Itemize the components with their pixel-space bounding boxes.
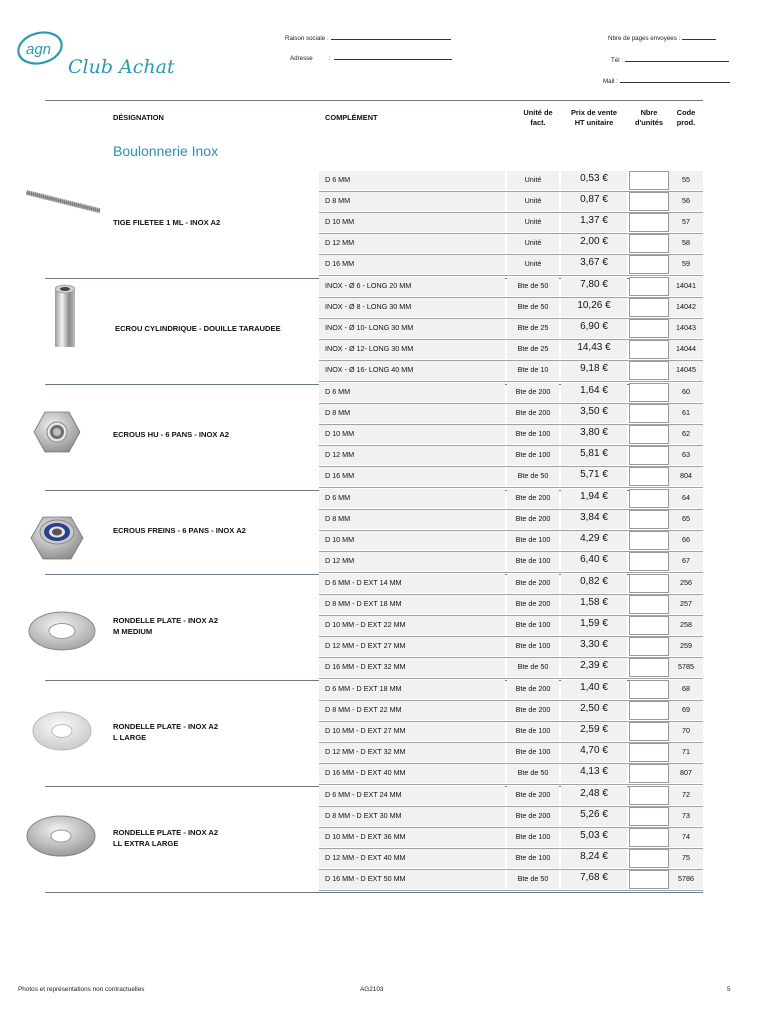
code-text: 807 bbox=[680, 768, 692, 778]
designation-line: L LARGE bbox=[113, 732, 147, 742]
col-complement: COMPLÉMENT bbox=[325, 113, 378, 122]
quantity-input[interactable] bbox=[629, 489, 669, 508]
quantity-input[interactable] bbox=[629, 764, 669, 783]
complement-text: D 10 MM bbox=[325, 217, 355, 227]
tel-field[interactable] bbox=[611, 55, 729, 64]
code-text: 66 bbox=[682, 535, 690, 545]
quantity-input[interactable] bbox=[629, 786, 669, 805]
code-text: 59 bbox=[682, 259, 690, 269]
designation-line: ECROU CYLINDRIQUE - DOUILLE TARAUDEE bbox=[115, 324, 281, 334]
complement-text: D 10 MM - D EXT 22 MM bbox=[325, 620, 406, 630]
prix-text: 4,29 € bbox=[580, 533, 608, 545]
table-row bbox=[319, 680, 703, 701]
product-designation bbox=[115, 323, 281, 334]
prix-text: 5,26 € bbox=[580, 808, 608, 820]
product-designation bbox=[113, 615, 218, 637]
table-row bbox=[319, 531, 703, 552]
footer-reference: AG2103 bbox=[360, 986, 384, 993]
complement-text: D 8 MM - D EXT 22 MM bbox=[325, 704, 402, 714]
adresse-field[interactable] bbox=[290, 53, 452, 62]
quantity-input[interactable] bbox=[629, 404, 669, 423]
unite-text: Bte de 200 bbox=[515, 704, 551, 714]
quantity-input[interactable] bbox=[629, 446, 669, 465]
unite-text: Bte de 10 bbox=[517, 365, 549, 375]
product-group bbox=[45, 383, 703, 489]
threaded-rod-image bbox=[23, 187, 103, 222]
table-row bbox=[319, 764, 703, 785]
unite-text: Bte de 200 bbox=[515, 493, 551, 502]
code-text: 65 bbox=[682, 514, 690, 524]
code-text: 63 bbox=[682, 450, 690, 460]
unite-text: Unité bbox=[524, 217, 542, 227]
adresse-colon: : bbox=[328, 55, 331, 62]
quantity-input[interactable] bbox=[629, 807, 669, 826]
brand-logo bbox=[14, 26, 204, 86]
unite-text: Bte de 50 bbox=[517, 281, 549, 290]
product-designation bbox=[113, 217, 220, 228]
code-text: 5785 bbox=[678, 662, 694, 672]
designation-line: TIGE FILETEE 1 ML - INOX A2 bbox=[113, 218, 221, 228]
complement-text: D 6 MM - D EXT 18 MM bbox=[325, 683, 402, 693]
quantity-input[interactable] bbox=[629, 870, 669, 889]
complement-text: INOX - Ø 12- LONG 30 MM bbox=[325, 344, 414, 354]
table-row bbox=[319, 807, 703, 828]
complement-text: D 16 MM - D EXT 50 MM bbox=[325, 874, 406, 884]
code-text: 258 bbox=[680, 620, 692, 630]
mail-label: Mail : bbox=[603, 78, 618, 85]
nbre-pages-label: Nbre de pages envoyées : bbox=[608, 35, 681, 42]
product-designation bbox=[113, 827, 218, 849]
prix-text: 9,18 € bbox=[580, 363, 608, 375]
raison-sociale-label: Raison sociale : bbox=[285, 35, 329, 42]
unite-text: Bte de 50 bbox=[517, 768, 549, 778]
unite-text: Bte de 100 bbox=[515, 726, 551, 736]
tel-label: Tél : bbox=[611, 57, 624, 64]
quantity-input[interactable] bbox=[629, 531, 669, 550]
row-rule bbox=[319, 890, 703, 891]
prix-text: 2,39 € bbox=[580, 660, 608, 672]
flat-washer-image bbox=[27, 610, 97, 657]
unite-text: Bte de 200 bbox=[515, 514, 551, 524]
prix-text: 2,48 € bbox=[580, 787, 608, 799]
complement-text: D 16 MM bbox=[325, 471, 355, 481]
complement-text: D 6 MM bbox=[325, 493, 351, 502]
code-text: 68 bbox=[682, 683, 690, 693]
table-row bbox=[319, 446, 703, 467]
complement-text: D 6 MM bbox=[325, 175, 351, 184]
extra-large-washer-image bbox=[25, 814, 97, 863]
quantity-input[interactable] bbox=[629, 171, 669, 190]
code-text: 58 bbox=[682, 238, 690, 248]
prix-text: 7,80 € bbox=[580, 279, 608, 290]
table-row bbox=[319, 340, 703, 361]
unite-text: Bte de 100 bbox=[515, 535, 551, 545]
code-text: 74 bbox=[682, 832, 690, 842]
table-row bbox=[319, 425, 703, 446]
unite-text: Bte de 25 bbox=[517, 323, 549, 333]
quantity-input[interactable] bbox=[629, 574, 669, 593]
complement-text: D 6 MM - D EXT 24 MM bbox=[325, 789, 402, 799]
prix-text: 1,40 € bbox=[580, 681, 608, 693]
lock-nut-image bbox=[29, 512, 85, 567]
complement-text: D 6 MM bbox=[325, 387, 351, 396]
nbre-pages-field[interactable] bbox=[608, 33, 716, 42]
unite-text: Bte de 50 bbox=[517, 302, 549, 312]
prix-text: 3,30 € bbox=[580, 639, 608, 651]
complement-text: D 10 MM - D EXT 27 MM bbox=[325, 726, 406, 736]
prix-text: 1,94 € bbox=[580, 491, 608, 502]
unite-text: Bte de 200 bbox=[515, 387, 551, 396]
col-code-l2: prod. bbox=[676, 118, 696, 127]
prix-text: 1,64 € bbox=[580, 385, 608, 396]
table-row bbox=[319, 701, 703, 722]
code-text: 14044 bbox=[676, 344, 696, 354]
prix-text: 3,50 € bbox=[580, 406, 608, 418]
code-text: 57 bbox=[682, 217, 690, 227]
prix-text: 3,67 € bbox=[580, 257, 608, 269]
prix-text: 3,84 € bbox=[580, 512, 608, 524]
complement-text: D 8 MM bbox=[325, 196, 351, 206]
complement-text: D 12 MM bbox=[325, 238, 355, 248]
table-row bbox=[319, 298, 703, 319]
complement-text: D 16 MM bbox=[325, 259, 355, 269]
prix-text: 2,50 € bbox=[580, 702, 608, 714]
unite-text: Bte de 100 bbox=[515, 429, 551, 439]
complement-text: D 6 MM - D EXT 14 MM bbox=[325, 577, 402, 587]
complement-text: D 8 MM - D EXT 30 MM bbox=[325, 810, 402, 820]
complement-text: D 12 MM bbox=[325, 450, 355, 460]
complement-text: D 10 MM bbox=[325, 535, 355, 545]
table-row bbox=[319, 234, 703, 255]
complement-text: D 8 MM bbox=[325, 514, 351, 524]
quantity-input[interactable] bbox=[629, 383, 669, 402]
brand-name: Club Achat bbox=[68, 56, 175, 78]
unite-text: Unité bbox=[524, 196, 542, 206]
complement-text: D 12 MM - D EXT 40 MM bbox=[325, 853, 406, 863]
complement-text: D 8 MM bbox=[325, 408, 351, 418]
product-designation bbox=[113, 721, 218, 743]
complement-text: D 16 MM - D EXT 40 MM bbox=[325, 768, 406, 778]
footer-disclaimer: Photos et représentations non contractuelles bbox=[18, 986, 145, 993]
quantity-input[interactable] bbox=[629, 637, 669, 656]
table-row bbox=[319, 743, 703, 764]
product-group bbox=[45, 680, 703, 786]
code-text: 64 bbox=[682, 493, 690, 502]
table-row bbox=[319, 277, 703, 298]
table-row bbox=[319, 637, 703, 658]
mail-field[interactable] bbox=[603, 76, 730, 85]
complement-text: D 16 MM - D EXT 32 MM bbox=[325, 662, 406, 672]
quantity-input[interactable] bbox=[629, 552, 669, 571]
product-designation bbox=[113, 525, 246, 536]
quantity-input[interactable] bbox=[629, 510, 669, 529]
complement-text: INOX - Ø 10- LONG 30 MM bbox=[325, 323, 414, 333]
table-row bbox=[319, 383, 703, 404]
unite-text: Bte de 100 bbox=[515, 450, 551, 460]
quantity-input[interactable] bbox=[629, 319, 669, 338]
table-row bbox=[319, 319, 703, 340]
col-nbre-l1: Nbre bbox=[640, 108, 658, 117]
group-rule bbox=[45, 892, 703, 893]
unite-text: Bte de 100 bbox=[515, 641, 551, 651]
quantity-input[interactable] bbox=[629, 658, 669, 677]
code-text: 56 bbox=[682, 196, 690, 206]
table-row bbox=[319, 510, 703, 531]
prix-text: 5,03 € bbox=[580, 830, 608, 842]
designation-line: LL EXTRA LARGE bbox=[113, 838, 179, 848]
col-code-l1: Code bbox=[676, 108, 696, 117]
code-text: 55 bbox=[682, 175, 690, 184]
prix-text: 14,43 € bbox=[577, 342, 611, 354]
product-group bbox=[45, 786, 703, 892]
unite-text: Bte de 200 bbox=[515, 598, 551, 608]
tel-line[interactable] bbox=[625, 55, 729, 62]
code-text: 14042 bbox=[676, 302, 696, 312]
coupling-nut-image bbox=[53, 283, 77, 354]
col-prix-l1: Prix de vente bbox=[570, 108, 617, 117]
unite-text: Bte de 25 bbox=[517, 344, 549, 354]
unite-text: Bte de 100 bbox=[515, 747, 551, 757]
table-row bbox=[319, 404, 703, 425]
quantity-input[interactable] bbox=[629, 849, 669, 868]
code-text: 69 bbox=[682, 704, 690, 714]
unite-text: Unité bbox=[524, 175, 542, 184]
designation-line: RONDELLE PLATE - INOX A2 bbox=[113, 615, 219, 625]
unite-text: Bte de 200 bbox=[515, 683, 551, 693]
prix-text: 0,53 € bbox=[580, 173, 608, 184]
code-text: 5786 bbox=[678, 874, 694, 884]
table-row bbox=[319, 595, 703, 616]
table-row bbox=[319, 171, 703, 192]
complement-text: D 12 MM bbox=[325, 556, 355, 566]
quantity-input[interactable] bbox=[629, 616, 669, 635]
unite-text: Bte de 100 bbox=[515, 556, 551, 566]
table-row bbox=[319, 255, 703, 276]
table-row bbox=[319, 467, 703, 488]
code-text: 14045 bbox=[676, 365, 696, 375]
table-row bbox=[319, 786, 703, 807]
prix-text: 1,58 € bbox=[580, 596, 608, 608]
quantity-input[interactable] bbox=[629, 298, 669, 317]
code-text: 60 bbox=[682, 387, 690, 396]
code-text: 256 bbox=[680, 577, 692, 587]
table-row bbox=[319, 552, 703, 573]
code-text: 61 bbox=[682, 408, 690, 418]
code-text: 804 bbox=[680, 471, 692, 481]
quantity-input[interactable] bbox=[629, 255, 669, 274]
quantity-input[interactable] bbox=[629, 213, 669, 232]
quantity-input[interactable] bbox=[629, 701, 669, 720]
col-unite-l1: Unité de bbox=[523, 108, 553, 117]
code-text: 72 bbox=[682, 789, 690, 799]
product-group bbox=[45, 277, 703, 383]
prix-text: 10,26 € bbox=[577, 300, 611, 312]
col-code bbox=[668, 108, 704, 128]
prix-text: 8,24 € bbox=[580, 851, 608, 863]
unite-text: Bte de 50 bbox=[517, 874, 549, 884]
col-unite bbox=[508, 108, 568, 128]
prix-text: 4,70 € bbox=[580, 745, 608, 757]
prix-text: 6,90 € bbox=[580, 321, 608, 333]
unite-text: Bte de 50 bbox=[517, 662, 549, 672]
unite-text: Bte de 200 bbox=[515, 810, 551, 820]
table-row bbox=[319, 722, 703, 743]
prix-text: 5,71 € bbox=[580, 469, 608, 481]
adresse-label: Adresse bbox=[290, 55, 313, 62]
code-text: 14043 bbox=[676, 323, 696, 333]
table-row bbox=[319, 828, 703, 849]
designation-line: ECROUS HU - 6 PANS - INOX A2 bbox=[113, 430, 230, 440]
product-group bbox=[45, 171, 703, 277]
complement-text: INOX - Ø 6 - LONG 20 MM bbox=[325, 281, 412, 290]
mail-line[interactable] bbox=[620, 76, 730, 83]
hex-nut-image bbox=[32, 409, 82, 460]
quantity-input[interactable] bbox=[629, 467, 669, 486]
quantity-input[interactable] bbox=[629, 425, 669, 444]
prix-text: 0,87 € bbox=[580, 194, 608, 206]
code-text: 67 bbox=[682, 556, 690, 566]
designation-line: RONDELLE PLATE - INOX A2 bbox=[113, 827, 219, 837]
prix-text: 1,59 € bbox=[580, 618, 608, 630]
table-row bbox=[319, 574, 703, 595]
adresse-line[interactable] bbox=[334, 53, 452, 60]
section-title: Boulonnerie Inox bbox=[113, 143, 219, 159]
table-row bbox=[319, 361, 703, 382]
prix-text: 1,37 € bbox=[580, 215, 608, 227]
designation-line: ECROUS FREINS - 6 PANS - INOX A2 bbox=[113, 525, 246, 535]
unite-text: Bte de 200 bbox=[515, 408, 551, 418]
header-rule bbox=[45, 100, 703, 101]
product-designation bbox=[113, 429, 229, 440]
product-group bbox=[45, 574, 703, 680]
unite-text: Bte de 100 bbox=[515, 620, 551, 630]
table-row bbox=[319, 870, 703, 891]
quantity-input[interactable] bbox=[629, 828, 669, 847]
prix-text: 2,00 € bbox=[580, 236, 608, 248]
table-row bbox=[319, 658, 703, 679]
table-row bbox=[319, 192, 703, 213]
quantity-input[interactable] bbox=[629, 234, 669, 253]
unite-text: Bte de 200 bbox=[515, 789, 551, 799]
unite-text: Unité bbox=[524, 259, 542, 269]
table-row bbox=[319, 213, 703, 234]
col-unite-l2: fact. bbox=[530, 118, 546, 127]
complement-text: INOX - Ø 16- LONG 40 MM bbox=[325, 365, 414, 375]
complement-text: D 10 MM - D EXT 36 MM bbox=[325, 832, 406, 842]
designation-line: RONDELLE PLATE - INOX A2 bbox=[113, 721, 219, 731]
quantity-input[interactable] bbox=[629, 361, 669, 380]
code-text: 71 bbox=[682, 747, 690, 757]
col-designation: DÉSIGNATION bbox=[113, 113, 164, 122]
complement-text: D 12 MM - D EXT 32 MM bbox=[325, 747, 406, 757]
unite-text: Unité bbox=[524, 238, 542, 248]
code-text: 14041 bbox=[676, 281, 696, 290]
table-row bbox=[319, 489, 703, 510]
quantity-input[interactable] bbox=[629, 277, 669, 296]
quantity-input[interactable] bbox=[629, 340, 669, 359]
code-text: 73 bbox=[682, 810, 690, 820]
quantity-input[interactable] bbox=[629, 595, 669, 614]
table-row bbox=[319, 616, 703, 637]
code-text: 257 bbox=[680, 598, 692, 608]
unite-text: Bte de 50 bbox=[517, 471, 549, 481]
product-group bbox=[45, 489, 703, 573]
unite-text: Bte de 100 bbox=[515, 832, 551, 842]
prix-text: 5,81 € bbox=[580, 448, 608, 460]
designation-line: M MEDIUM bbox=[113, 626, 153, 636]
raison-sociale-field[interactable] bbox=[285, 33, 451, 42]
prix-text: 6,40 € bbox=[580, 554, 608, 566]
quantity-input[interactable] bbox=[629, 722, 669, 741]
unite-text: Bte de 200 bbox=[515, 577, 551, 587]
large-washer-image bbox=[31, 710, 93, 757]
prix-text: 0,82 € bbox=[580, 575, 608, 587]
prix-text: 2,59 € bbox=[580, 724, 608, 736]
prix-text: 3,80 € bbox=[580, 427, 608, 439]
complement-text: D 10 MM bbox=[325, 429, 355, 439]
code-text: 62 bbox=[682, 429, 690, 439]
code-text: 259 bbox=[680, 641, 692, 651]
complement-text: D 12 MM - D EXT 27 MM bbox=[325, 641, 406, 651]
raison-sociale-line[interactable] bbox=[331, 33, 451, 40]
quantity-input[interactable] bbox=[629, 680, 669, 699]
unite-text: Bte de 100 bbox=[515, 853, 551, 863]
code-text: 70 bbox=[682, 726, 690, 736]
col-nbre bbox=[629, 108, 669, 128]
prix-text: 4,13 € bbox=[580, 766, 608, 778]
col-nbre-l2: d'unités bbox=[634, 118, 664, 127]
page-number: 5 bbox=[727, 986, 731, 993]
quantity-input[interactable] bbox=[629, 743, 669, 762]
complement-text: INOX - Ø 8 - LONG 30 MM bbox=[325, 302, 412, 312]
prix-text: 7,68 € bbox=[580, 872, 608, 884]
quantity-input[interactable] bbox=[629, 192, 669, 211]
table-row bbox=[319, 849, 703, 870]
complement-text: D 8 MM - D EXT 18 MM bbox=[325, 598, 402, 608]
col-prix bbox=[561, 108, 627, 128]
brand-short: agn bbox=[26, 41, 52, 58]
col-prix-l2: HT unitaire bbox=[574, 118, 614, 127]
code-text: 75 bbox=[682, 853, 690, 863]
nbre-pages-line[interactable] bbox=[682, 33, 716, 40]
